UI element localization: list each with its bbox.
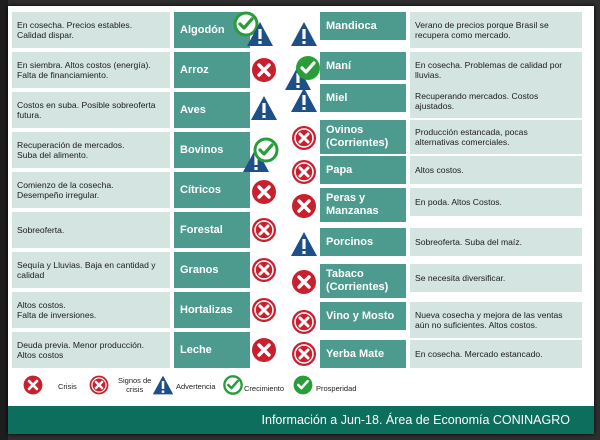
comment-porcinos: Sobreoferta. Suba del maíz. bbox=[410, 228, 582, 256]
growth-check-icon bbox=[252, 136, 280, 164]
prosperity-check-icon bbox=[292, 374, 314, 396]
warning-triangle-icon bbox=[290, 230, 318, 258]
legend-crisis-label: Crisis bbox=[58, 382, 77, 391]
product-bovinos: Bovinos bbox=[174, 132, 250, 168]
product-papa: Papa bbox=[320, 156, 406, 184]
comment-yerba-mate: En cosecha. Mercado estancado. bbox=[410, 340, 582, 368]
comment-mandioca: Verano de precios porque Brasil se recupera como mercado. bbox=[410, 12, 582, 48]
comment-miel: Recuperando mercados. Costos ajustados. bbox=[410, 84, 582, 118]
crisis-signs-icon bbox=[290, 158, 318, 186]
comment-hortalizas: Altos costos. Falta de inversiones. bbox=[12, 292, 170, 328]
product-vino-mosto: Vino y Mosto bbox=[320, 302, 406, 330]
warning-triangle-icon bbox=[290, 86, 318, 114]
product-mandioca: Mandioca bbox=[320, 12, 406, 40]
crisis-signs-icon bbox=[290, 340, 318, 368]
product-miel: Miel bbox=[320, 84, 406, 112]
legend bbox=[16, 374, 586, 402]
warning-triangle-icon bbox=[290, 20, 318, 48]
crisis-icon bbox=[22, 374, 44, 396]
crisis-signs-icon bbox=[250, 296, 278, 324]
warning-triangle-icon bbox=[246, 20, 274, 48]
crisis-signs-icon bbox=[290, 308, 318, 336]
comment-mani: En cosecha. Problemas de calidad por lluvias. bbox=[410, 52, 582, 88]
slide bbox=[8, 6, 594, 434]
crisis-signs-icon bbox=[250, 216, 278, 244]
crisis-icon bbox=[250, 178, 278, 206]
product-porcinos: Porcinos bbox=[320, 228, 406, 256]
product-forestal: Forestal bbox=[174, 212, 250, 248]
comment-vino-mosto: Nueva cosecha y mejora de las ventas aún no suficientes. Altos costos. bbox=[410, 302, 582, 338]
comment-aves: Costos en suba. Posible sobreoferta futura. bbox=[12, 92, 170, 128]
product-peras-manzanas: Peras y Manzanas bbox=[320, 188, 406, 222]
comment-citricos: Comienzo de la cosecha. Desempeño irregular. bbox=[12, 172, 170, 208]
comment-ovinos: Producción estancada, pocas alternativas comerciales. bbox=[410, 120, 582, 154]
crisis-signs-icon bbox=[290, 124, 318, 152]
crisis-icon bbox=[290, 268, 318, 296]
product-ovinos: Ovinos (Corrientes) bbox=[320, 120, 406, 154]
crisis-icon bbox=[250, 56, 278, 84]
product-yerba-mate: Yerba Mate bbox=[320, 340, 406, 368]
crisis-icon bbox=[250, 336, 278, 364]
footer-text: Información a Jun-18. Área de Economía CONINAGRO bbox=[261, 413, 570, 427]
product-arroz: Arroz bbox=[174, 52, 250, 88]
comment-bovinos: Recuperación de mercados. Suba del alimento. bbox=[12, 132, 170, 168]
prosperity-check-icon bbox=[294, 54, 322, 82]
legend-signos-crisis-label: Signos de crisis bbox=[118, 376, 152, 394]
comment-arroz: En siembra. Altos costos (energía). Falta de financiamiento. bbox=[12, 52, 170, 88]
warning-triangle-icon bbox=[250, 94, 278, 122]
comment-papa: Altos costos. bbox=[410, 156, 582, 184]
product-granos: Granos bbox=[174, 252, 250, 288]
product-hortalizas: Hortalizas bbox=[174, 292, 250, 328]
comment-leche: Deuda previa. Menor producción. Altos costos bbox=[12, 332, 170, 368]
product-leche: Leche bbox=[174, 332, 250, 368]
comment-forestal: Sobreoferta. bbox=[12, 212, 170, 248]
legend-prosperidad-label: Prosperidad bbox=[316, 384, 357, 393]
comment-peras-manzanas: En poda. Altos Costos. bbox=[410, 188, 582, 216]
warning-triangle-icon bbox=[152, 374, 174, 396]
product-algodon: Algodón bbox=[174, 12, 250, 48]
comment-tabaco: Se necesita diversificar. bbox=[410, 264, 582, 292]
footer-bar bbox=[8, 406, 594, 434]
comment-granos: Sequía y Lluvias. Baja en cantidad y calidad bbox=[12, 252, 170, 288]
product-citricos: Cítricos bbox=[174, 172, 250, 208]
growth-check-icon bbox=[222, 374, 244, 396]
window-edge bbox=[0, 0, 8, 440]
product-mani: Maní bbox=[320, 52, 406, 80]
comment-algodon: En cosecha. Precios estables. Calidad dispar. bbox=[12, 12, 170, 48]
crisis-signs-icon bbox=[250, 256, 278, 284]
product-aves: Aves bbox=[174, 92, 250, 128]
crisis-icon bbox=[290, 192, 318, 220]
legend-advertencia-label: Advertencia bbox=[176, 382, 216, 391]
legend-crecimiento-label: Crecimiento bbox=[244, 384, 285, 393]
crisis-signs-icon bbox=[88, 374, 110, 396]
product-tabaco: Tabaco (Corrientes) bbox=[320, 264, 406, 298]
